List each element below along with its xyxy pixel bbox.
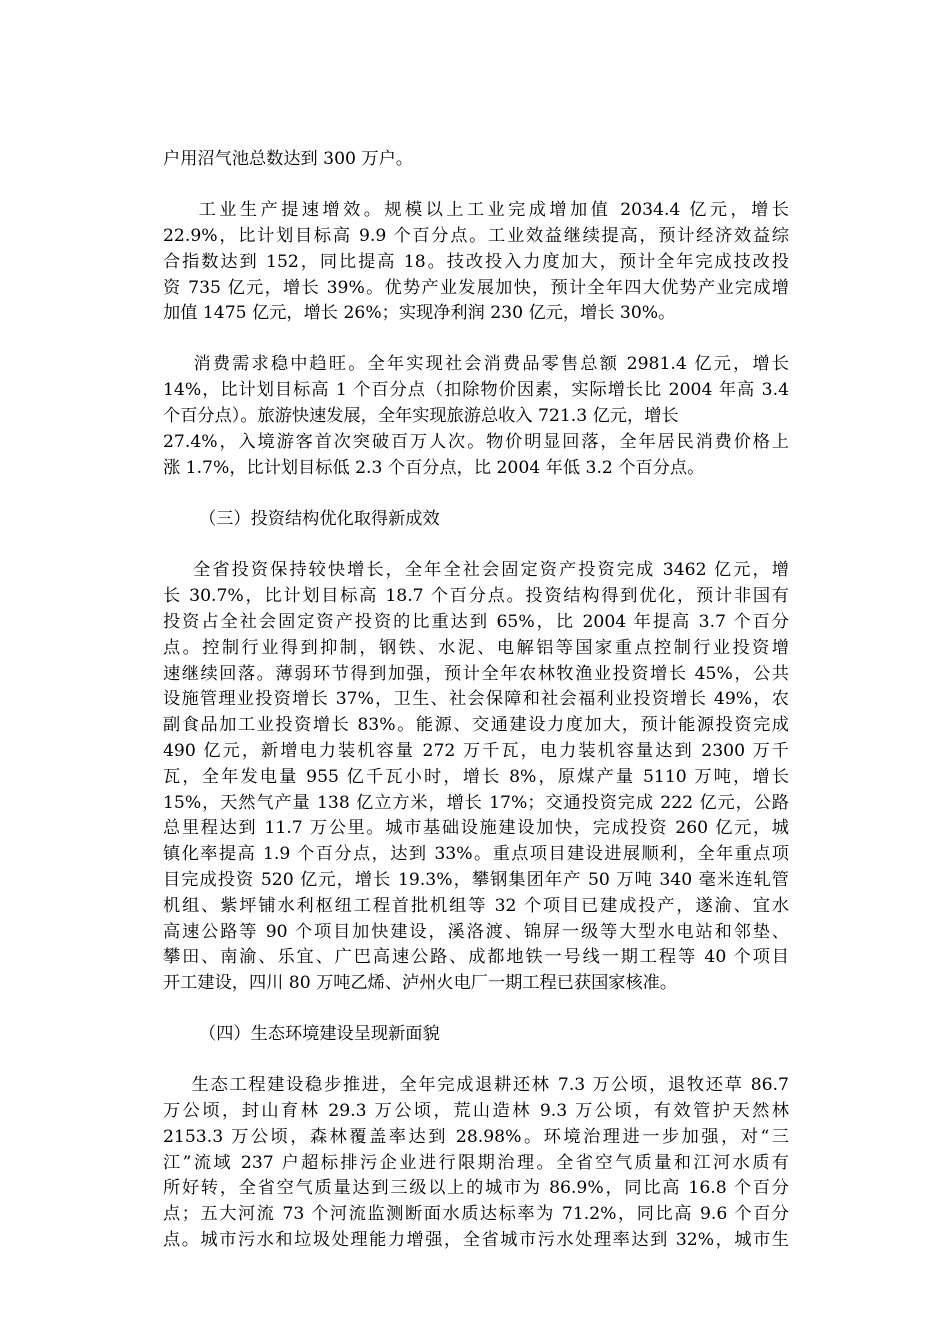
text-line: 15%，天然气产量 138 亿立方米，增长 17%；交通投资完成 222 亿元，公路 (163, 793, 789, 813)
text-line: 全省投资保持较快增长，全年全社会固定资产投资完成 3462 亿元，增 (163, 560, 789, 580)
text-line: 户用沼气池总数达到 300 万户。 (163, 149, 413, 169)
text-line: 副食品加工业投资增长 83%。能源、交通建设力度加大，预计能源投资完成 (163, 715, 789, 735)
text-line: 合指数达到 152，同比提高 18。技改投入力度加大，预计全年完成技改投 (163, 252, 789, 272)
text-line: 目完成投资 520 亿元，增长 19.3%，攀钢集团年产 50 万吨 340 毫米连轧管 (163, 870, 789, 890)
text-line: 点。控制行业得到抑制，钢铁、水泥、电解铝等国家重点控制行业投资增 (163, 638, 789, 658)
text-line: 长 30.7%，比计划目标高 18.7 个百分点。投资结构得到优化，预计非国有 (163, 586, 789, 606)
text-line: 总里程达到 11.7 万公里。城市基础设施建设加快，完成投资 260 亿元，城 (163, 818, 789, 838)
text-line: 22.9%，比计划目标高 9.9 个百分点。工业效益继续提高，预计经济效益综 (163, 226, 789, 246)
text-line: 个百分点）。旅游快速发展，全年实现旅游总收入 721.3 亿元，增长 (163, 406, 679, 426)
section-heading: （四）生态环境建设呈现新面貌 (199, 1024, 440, 1044)
text-line: 高速公路等 90 个项目加快建设，溪洛渡、锦屏一级等大型水电站和邻垫、 (163, 922, 789, 942)
text-line: 投资占全社会固定资产投资的比重达到 65%，比 2004 年提高 3.7 个百分 (163, 612, 789, 632)
section-heading: （三）投资结构优化取得新成效 (199, 509, 440, 529)
text-line: 资 735 亿元，增长 39%。优势产业发展加快，预计全年四大优势产业完成增 (163, 278, 789, 298)
text-line: 设施管理业投资增长 37%，卫生、社会保障和社会福利业投资增长 49%，农 (163, 689, 789, 709)
text-line: 江”流域 237 户超标排污企业进行限期治理。全省空气质量和江河水质有 (163, 1153, 789, 1173)
text-line: 消费需求稳中趋旺。全年实现社会消费品零售总额 2981.4 亿元，增长 (163, 354, 789, 374)
text-line: 27.4%，入境游客首次突破百万人次。物价明显回落，全年居民消费价格上 (163, 432, 789, 452)
text-line: 攀田、南渝、乐宜、广巴高速公路、成都地铁一号线一期工程等 40 个项目 (163, 947, 789, 967)
text-line: 工业生产提速增效。规模以上工业完成增加值 2034.4 亿元，增长 (163, 200, 789, 220)
text-line: 生态工程建设稳步推进，全年完成退耕还林 7.3 万公顷，退牧还草 86.7 (163, 1075, 789, 1095)
text-line: 所好转，全省空气质量达到三级以上的城市为 86.9%，同比高 16.8 个百分 (163, 1178, 789, 1198)
text-line: 点。城市污水和垃圾处理能力增强，全省城市污水处理率达到 32%，城市生 (163, 1230, 789, 1250)
text-line: 万公顷，封山育林 29.3 万公顷，荒山造林 9.3 万公顷，有效管护天然林 (163, 1101, 789, 1121)
text-line: 2153.3 万公顷，森林覆盖率达到 28.98%。环境治理进一步加强，对“三 (163, 1127, 789, 1147)
text-line: 机组、紫坪铺水利枢纽工程首批机组等 32 个项目已建成投产，遂渝、宜水 (163, 896, 789, 916)
text-line: 瓦，全年发电量 955 亿千瓦小时，增长 8%，原煤产量 5110 万吨，增长 (163, 767, 789, 787)
text-line: 14%，比计划目标高 1 个百分点（扣除物价因素，实际增长比 2004 年高 3.4 (163, 380, 789, 400)
text-line: 点；五大河流 73 个河流监测断面水质达标率为 71.2%，同比高 9.6 个百分 (163, 1204, 789, 1224)
text-line: 加值 1475 亿元，增长 26%；实现净利润 230 亿元，增长 30%。 (163, 303, 676, 323)
text-line: 490 亿元，新增电力装机容量 272 万千瓦，电力装机容量达到 2300 万千 (163, 741, 789, 761)
text-line: 速继续回落。薄弱环节得到加强，预计全年农林牧渔业投资增长 45%，公共 (163, 664, 789, 684)
text-line: 涨 1.7%，比计划目标低 2.3 个百分点，比 2004 年低 3.2 个百分点。 (163, 458, 705, 478)
text-line: 镇化率提高 1.9 个百分点，达到 33%。重点项目建设进展顺利，全年重点项 (163, 844, 789, 864)
text-line: 开工建设，四川 80 万吨乙烯、泸州火电厂一期工程已获国家核准。 (163, 973, 678, 993)
